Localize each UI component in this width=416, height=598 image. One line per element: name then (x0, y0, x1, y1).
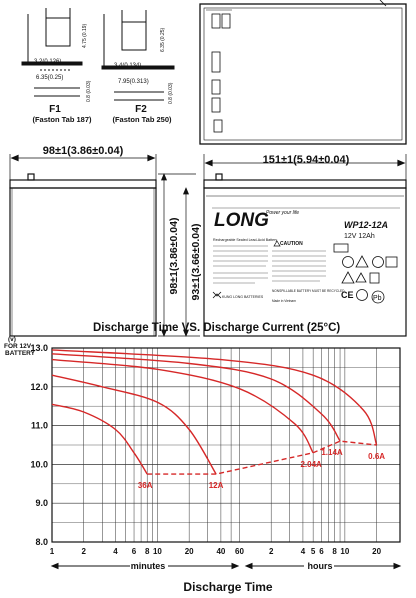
maker-name: KUNG LONG BATTERIES (222, 295, 264, 299)
x-tick-label: 10 (152, 547, 162, 556)
recycle-notice: NONSPILLABLE BATTERY MUST BE RECYCLED (272, 289, 345, 293)
y-tick-label: 8.0 (35, 537, 48, 547)
series-label-12A: 12A (208, 481, 224, 491)
battery-side-view (10, 154, 156, 336)
y-tick-label: 12.0 (30, 381, 48, 392)
recycle-circle-icon (357, 290, 368, 301)
series-label-0-6A: 0.6A (368, 452, 386, 461)
pb-lead-icon: Pb (373, 295, 382, 302)
y-axis-unit-line2: FOR 12V (4, 343, 32, 350)
x-tick-label: 2 (268, 547, 274, 556)
y-axis-unit-line1: (v) (8, 336, 16, 343)
f2-caption: (Faston Tab 250) (112, 115, 172, 124)
x-tick-label: 6 (319, 547, 324, 556)
brand-slogan: Power your life (266, 210, 300, 216)
y-tick-label: 13.0 (30, 343, 48, 353)
battery-rating: 12V 12Ah (344, 233, 375, 240)
f1-width-dim: 3.2(0.126) (34, 59, 62, 65)
x-tick-label: 5 (310, 547, 316, 556)
y-tick-label: 9.0 (35, 498, 48, 509)
read-manual-icon (373, 257, 384, 268)
x-tick-label: 8 (332, 547, 337, 556)
y-tick-label: 11.0 (30, 420, 48, 431)
recycle-icon (356, 273, 366, 282)
series-line-0-6A (52, 350, 377, 445)
ce-mark-icon: CE (341, 290, 354, 300)
f2-thick-dim: 0.8 (0.03) (168, 82, 174, 104)
f2-height-dim: 6.35 (0.25) (160, 27, 166, 52)
x-tick-label: 1 (49, 547, 55, 556)
end-voltage-dashed-line (147, 441, 376, 474)
battery-label (212, 208, 400, 303)
y-axis-unit-line3: BATTERY (5, 350, 35, 357)
explosive-warning-icon (356, 256, 368, 267)
f2-span-dim: 7.95(0.313) (118, 79, 149, 85)
y-tick-label: 10.0 (30, 459, 48, 470)
chart-title: Discharge Time VS. Discharge Current (25°C) (93, 322, 341, 334)
width-dimension: 98±1(3.86±0.04) (42, 145, 124, 157)
x-tick-label: 6 (131, 547, 137, 556)
corrosive-icon (342, 272, 354, 283)
x-unit-hours: hours (307, 561, 333, 571)
series-label-1-14A: 1.14A (321, 448, 343, 458)
maker-logo-icon (213, 292, 221, 298)
origin-text: Made in Vietnam (272, 299, 296, 303)
caution-text-lines (272, 251, 326, 281)
f1-span-dim: 6.35(0.25) (36, 75, 64, 81)
caution-heading: CAUTION (280, 241, 303, 247)
x-axis-title: Discharge Time (183, 580, 273, 594)
f1-thick-dim: 0.8 (0.03) (86, 80, 92, 102)
brand-logo: LONG (214, 210, 269, 231)
length-dimension: 151±1(5.94±0.04) (262, 154, 350, 166)
x-tick-label: 20 (372, 547, 382, 556)
height-case-dimension: 93±1(3.66±0.04) (190, 223, 202, 301)
f1-height-dim: 4.75 (0.19) (82, 23, 88, 48)
x-tick-label: 4 (300, 547, 306, 556)
x-unit-minutes: minutes (130, 561, 166, 571)
f1-label: F1 (49, 104, 61, 115)
f1-caption: (Faston Tab 187) (32, 115, 92, 124)
f2-width-dim: 3.4(0.134) (114, 63, 142, 69)
spec-text-lines (213, 246, 268, 283)
model-number: WP12-12A (344, 220, 389, 230)
x-tick-label: 8 (144, 547, 150, 556)
series-label-36A: 36A (137, 481, 153, 491)
child-warning-icon (386, 257, 397, 267)
x-tick-label: 40 (216, 547, 226, 556)
no-fire-icon (343, 257, 354, 268)
x-tick-label: 2 (81, 547, 86, 556)
series-label-2-04A: 2.04A (300, 459, 322, 469)
height-total-dimension: 98±1(3.86±0.04) (168, 217, 180, 295)
battery-top-view (200, 0, 406, 144)
waste-bin-icon (370, 273, 379, 283)
series-line-36A (52, 404, 147, 474)
f2-label: F2 (135, 104, 147, 115)
x-tick-label: 4 (113, 547, 118, 556)
series-line-1-14A (52, 354, 340, 441)
discharge-chart (30, 343, 400, 556)
x-tick-label: 10 (340, 547, 350, 556)
battery-front-view (204, 154, 406, 336)
x-tick-label: 60 (235, 547, 244, 556)
x-unit-arrows (52, 564, 400, 569)
spec-heading: Rechargeable Sealed Lead-Acid Battery (213, 238, 278, 242)
terminal-f2-drawing (102, 10, 174, 100)
x-tick-label: 20 (184, 547, 194, 556)
ul-mark-icon (334, 244, 348, 252)
terminal-f1-drawing (22, 8, 82, 96)
